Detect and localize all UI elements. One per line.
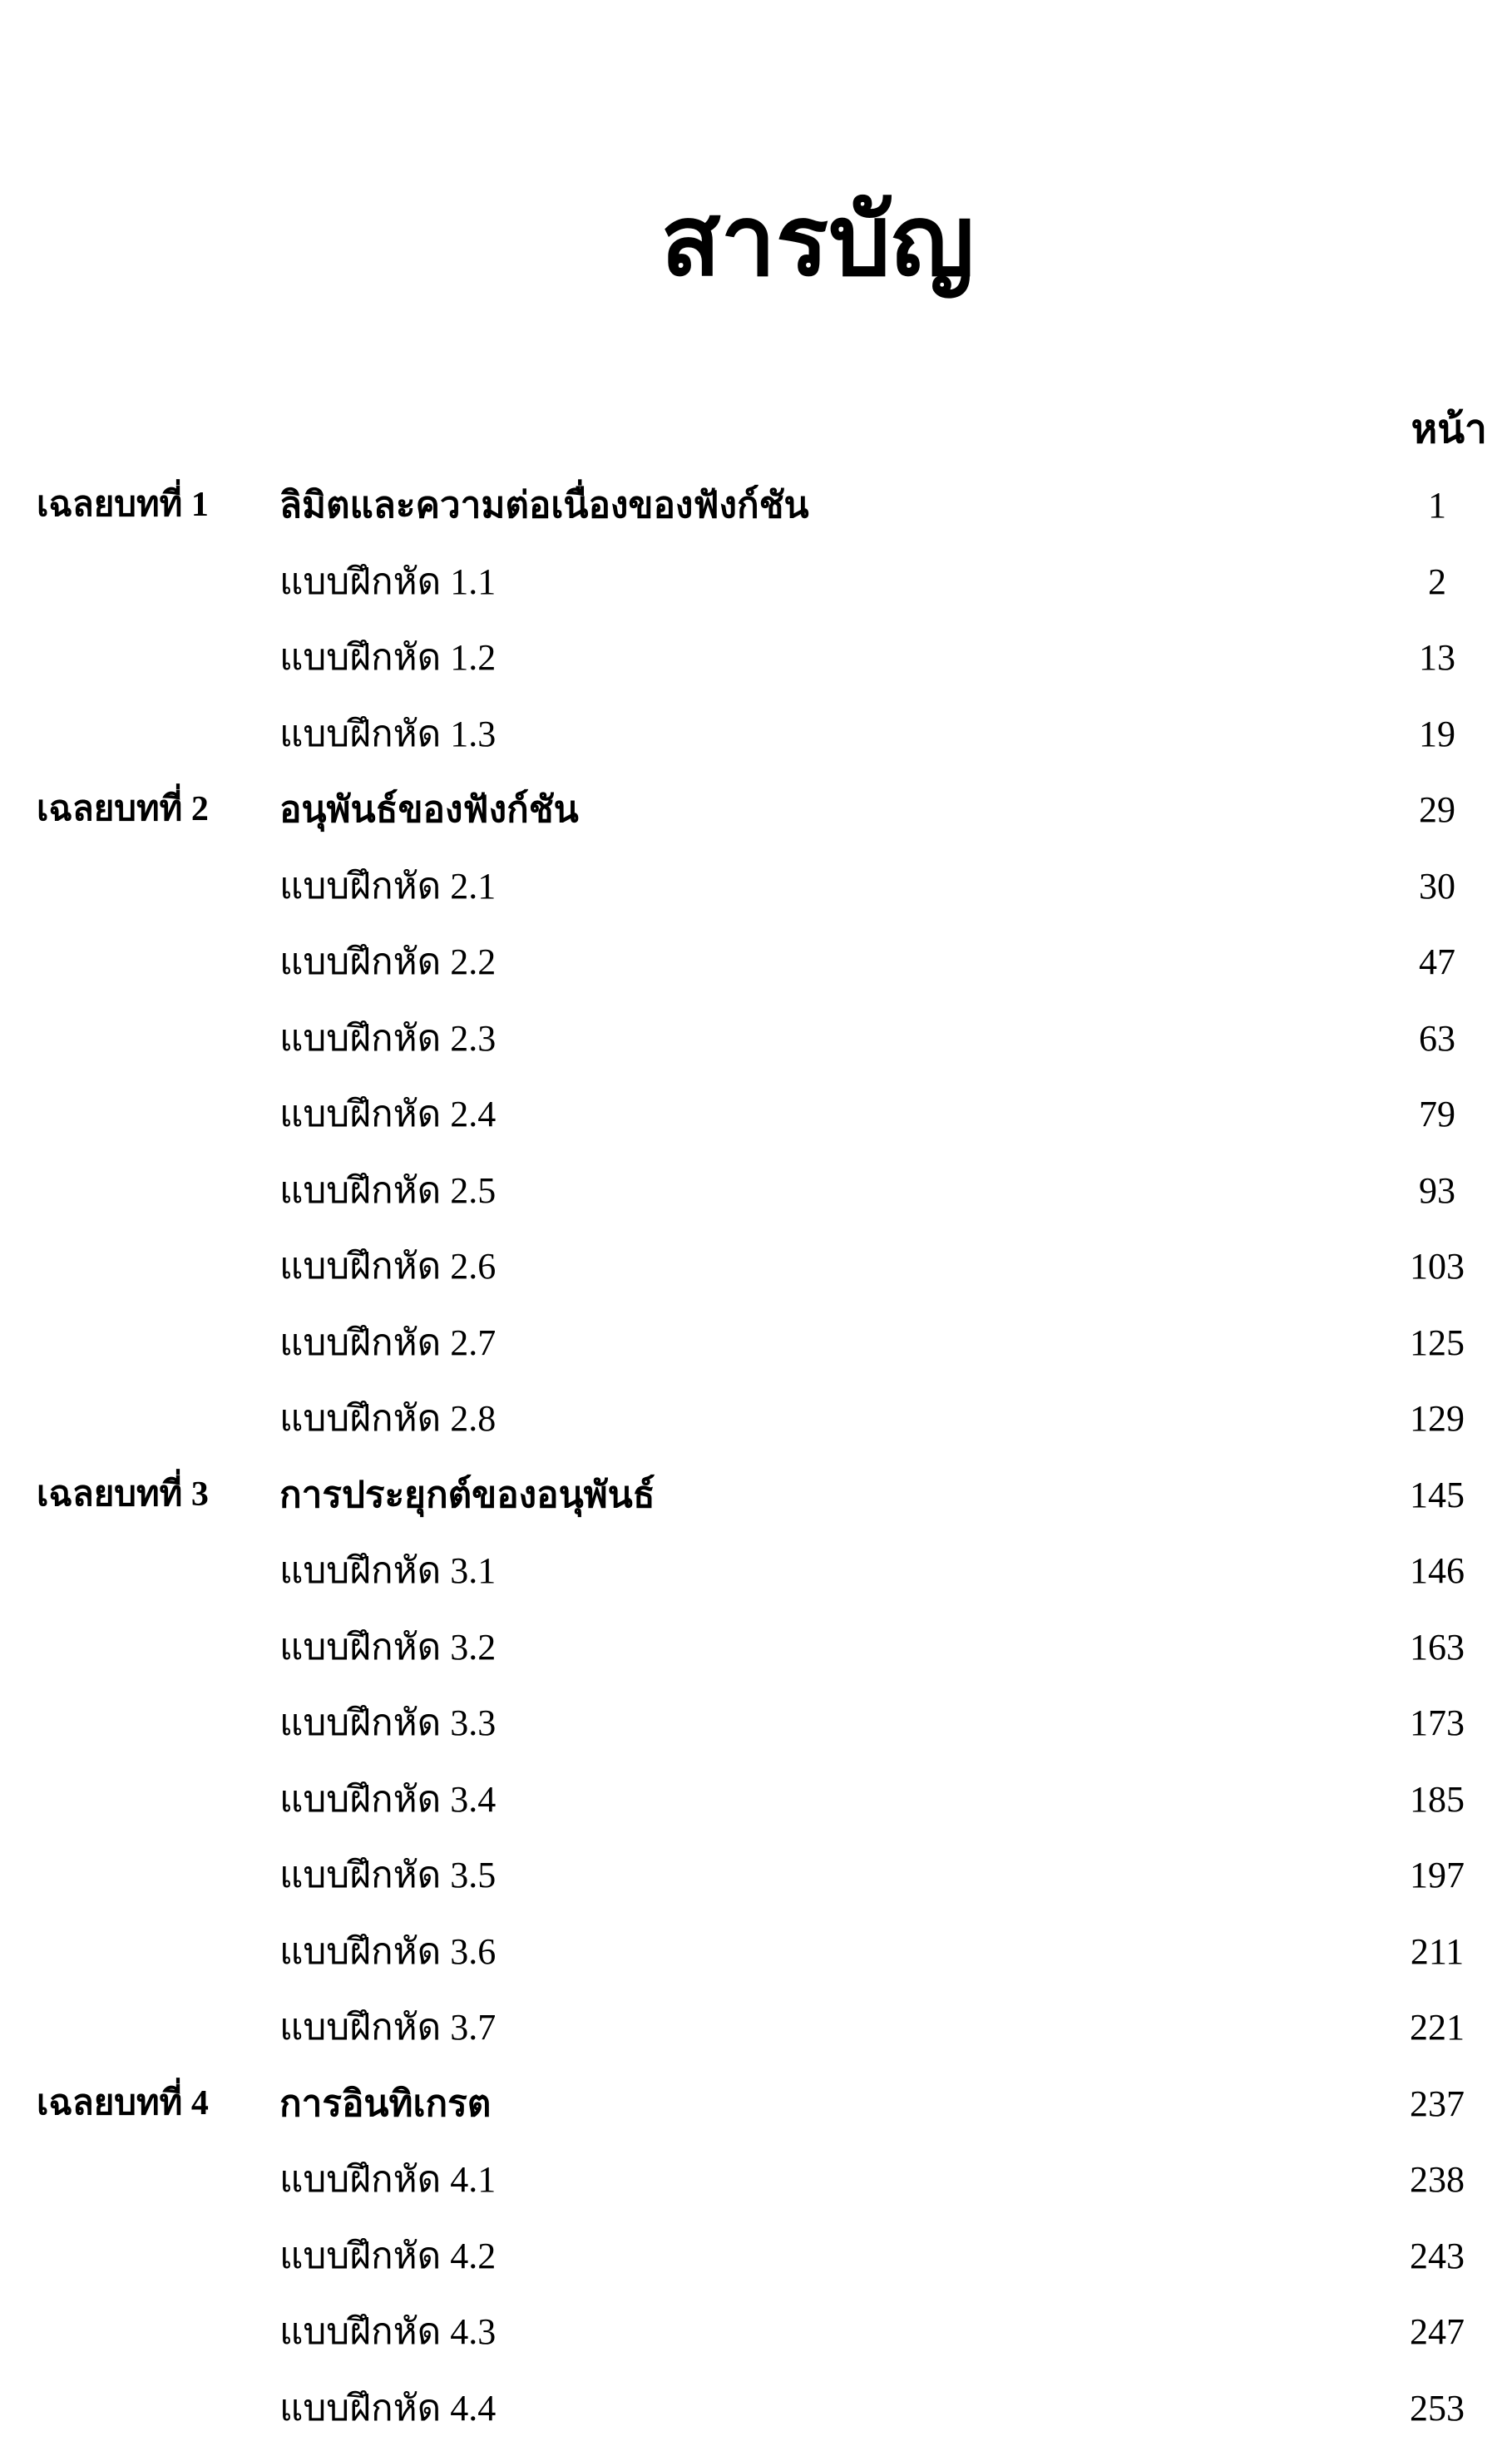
entry-title: แบบฝึกหัด 2.6 <box>279 1228 496 1305</box>
toc-row[interactable] <box>0 1533 1512 1609</box>
toc-row[interactable] <box>0 1762 1512 1838</box>
page-number: 29 <box>1387 772 1487 848</box>
page-number: 1 <box>1387 467 1487 544</box>
entry-title: แบบฝึกหัด 3.2 <box>279 1609 496 1686</box>
entry-title: แบบฝึกหัด 2.3 <box>279 1001 496 1077</box>
entry-title: แบบฝึกหัด 2.1 <box>279 848 496 925</box>
toc-row[interactable] <box>0 2142 1512 2218</box>
entry-title: แบบฝึกหัด 3.6 <box>279 1914 496 1990</box>
page-number: 197 <box>1387 1837 1487 1914</box>
page-number: 145 <box>1387 1457 1487 1534</box>
page-number: 93 <box>1387 1153 1487 1229</box>
chapter-label: เฉลยบทที่ 2 <box>37 772 209 848</box>
entry-title: แบบฝึกหัด 2.8 <box>279 1381 496 1457</box>
entry-title: แบบฝึกหัด 4.4 <box>279 2370 496 2446</box>
page-number: 243 <box>1387 2218 1487 2295</box>
entry-title: แบบฝึกหัด 2.5 <box>279 1153 496 1229</box>
entry-title: แบบฝึกหัด 1.2 <box>279 620 496 696</box>
toc-row[interactable] <box>0 1609 1512 1686</box>
toc-row[interactable] <box>0 924 1512 1001</box>
entry-title: อนุพันธ์ของฟังก์ชัน <box>279 772 579 848</box>
page-column-header: หน้า <box>1411 398 1487 461</box>
entry-title: แบบฝึกหัด 2.2 <box>279 924 496 1001</box>
toc-row[interactable] <box>0 2066 1512 2142</box>
page-number: 19 <box>1387 696 1487 773</box>
entry-title: แบบฝึกหัด 3.5 <box>279 1837 496 1914</box>
page-number: 103 <box>1387 1228 1487 1305</box>
toc-row[interactable] <box>0 1305 1512 1381</box>
page-number: 63 <box>1387 1001 1487 1077</box>
page-number: 2 <box>1387 544 1487 620</box>
page-number: 146 <box>1387 1533 1487 1609</box>
toc-row[interactable] <box>0 467 1512 544</box>
entry-title: แบบฝึกหัด 4.1 <box>279 2142 496 2218</box>
page-number: 125 <box>1387 1305 1487 1381</box>
toc-row[interactable] <box>0 848 1512 925</box>
page-number: 163 <box>1387 1609 1487 1686</box>
entry-title: แบบฝึกหัด 3.3 <box>279 1685 496 1762</box>
toc-row[interactable] <box>0 1076 1512 1153</box>
entry-title: แบบฝึกหัด 1.1 <box>279 544 496 620</box>
entry-title: แบบฝึกหัด 3.4 <box>279 1762 496 1838</box>
toc-row[interactable] <box>0 1457 1512 1534</box>
page-number: 247 <box>1387 2294 1487 2370</box>
page-number: 79 <box>1387 1076 1487 1153</box>
page-number: 211 <box>1387 1914 1487 1990</box>
chapter-label: เฉลยบทที่ 1 <box>37 467 209 544</box>
entry-title: แบบฝึกหัด 4.3 <box>279 2294 496 2370</box>
toc-row[interactable] <box>0 1381 1512 1457</box>
toc-row[interactable] <box>0 2370 1512 2446</box>
entry-title: การประยุกต์ของอนุพันธ์ <box>279 1457 655 1534</box>
toc-row[interactable] <box>0 1914 1512 1990</box>
toc-row[interactable] <box>0 696 1512 773</box>
toc-row[interactable] <box>0 620 1512 696</box>
page-number: 237 <box>1387 2066 1487 2142</box>
toc-row[interactable] <box>0 1001 1512 1077</box>
toc-row[interactable] <box>0 544 1512 620</box>
toc-row[interactable] <box>0 2218 1512 2295</box>
table-of-contents <box>0 467 1512 2446</box>
entry-title: แบบฝึกหัด 4.2 <box>279 2218 496 2295</box>
page-number: 238 <box>1387 2142 1487 2218</box>
toc-row[interactable] <box>0 1837 1512 1914</box>
page-number: 13 <box>1387 620 1487 696</box>
entry-title: แบบฝึกหัด 1.3 <box>279 696 496 773</box>
page-title: สารบัญ <box>0 183 1512 301</box>
toc-row[interactable] <box>0 1228 1512 1305</box>
toc-row[interactable] <box>0 1153 1512 1229</box>
toc-row[interactable] <box>0 2294 1512 2370</box>
entry-title: ลิมิตและความต่อเนื่องของฟังก์ชัน <box>279 467 809 544</box>
entry-title: แบบฝึกหัด 2.7 <box>279 1305 496 1381</box>
page-number: 129 <box>1387 1381 1487 1457</box>
page-number: 47 <box>1387 924 1487 1001</box>
toc-row[interactable] <box>0 772 1512 848</box>
chapter-label: เฉลยบทที่ 4 <box>37 2066 209 2142</box>
page-number: 253 <box>1387 2370 1487 2446</box>
toc-row[interactable] <box>0 1685 1512 1762</box>
entry-title: แบบฝึกหัด 2.4 <box>279 1076 496 1153</box>
toc-row[interactable] <box>0 1989 1512 2066</box>
chapter-label: เฉลยบทที่ 3 <box>37 1457 209 1534</box>
page-number: 173 <box>1387 1685 1487 1762</box>
entry-title: การอินทิเกรต <box>279 2066 491 2142</box>
page-number: 185 <box>1387 1762 1487 1838</box>
page-number: 30 <box>1387 848 1487 925</box>
entry-title: แบบฝึกหัด 3.1 <box>279 1533 496 1609</box>
page-number: 221 <box>1387 1989 1487 2066</box>
entry-title: แบบฝึกหัด 3.7 <box>279 1989 496 2066</box>
